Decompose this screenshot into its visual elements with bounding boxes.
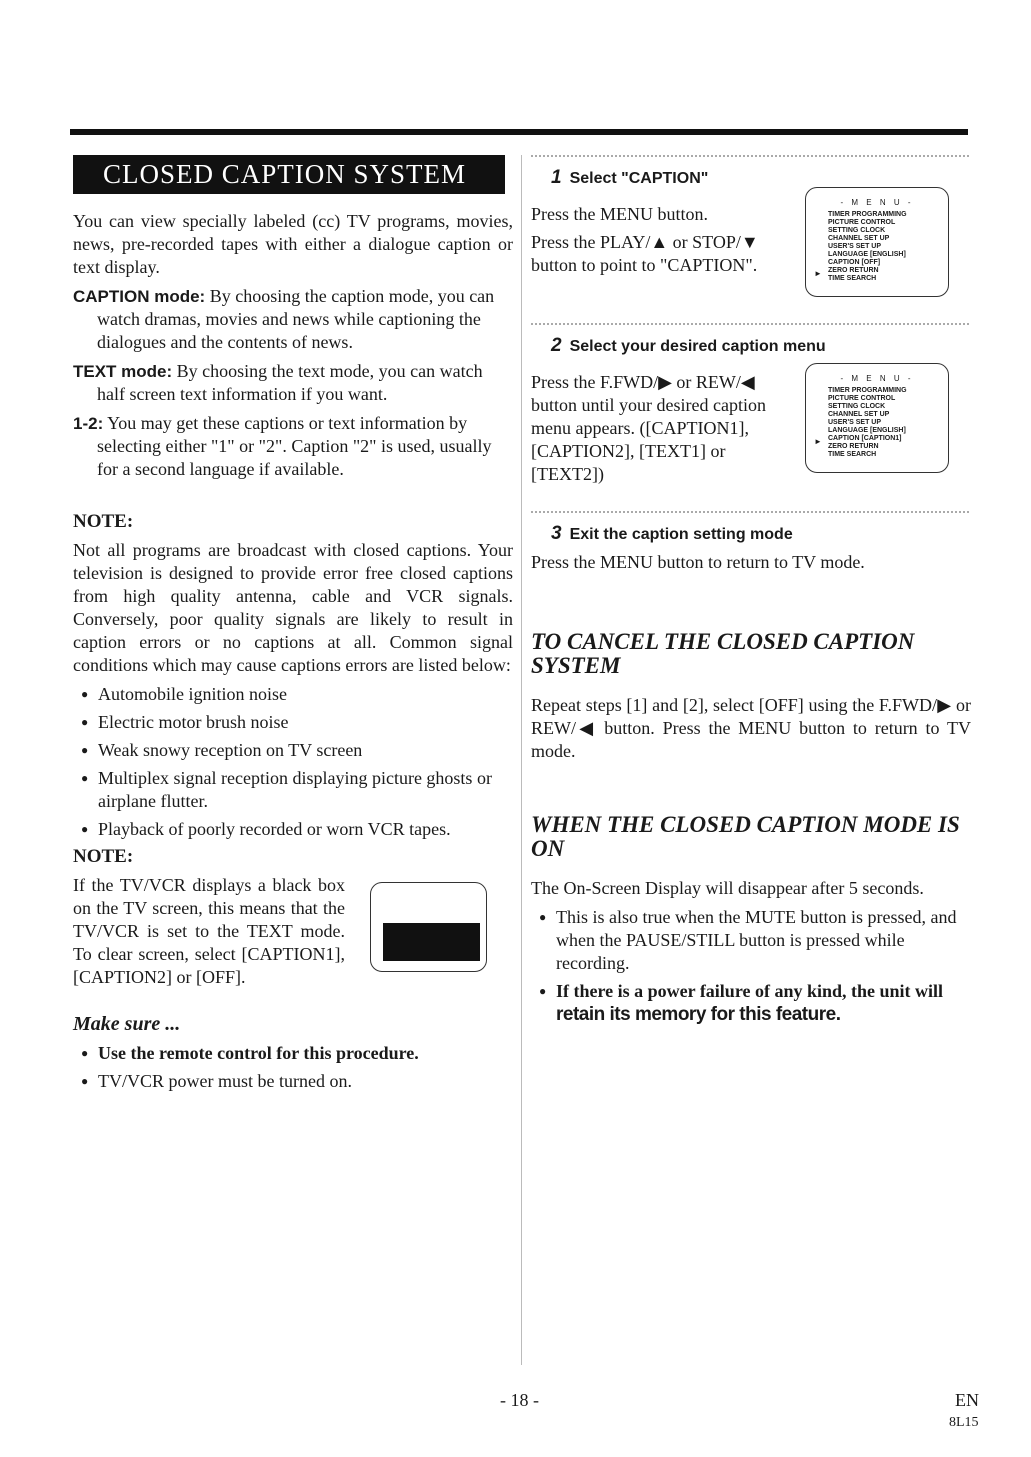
text-mode-text: By choosing the text mode, you can watch half screen text information if you want. [97, 361, 483, 404]
note-text: Not all programs are broadcast with closed captions. Your television is designed to provide error free closed captions from high quality antenna, cable and VCR signals. Conversely, poor quality signals are likely to result in caption errors or no captions at all. Common signal conditions which may cause captions errors are listed below: [73, 540, 513, 675]
step-2-text [531, 371, 799, 486]
note2-heading: NOTE: [73, 846, 134, 867]
dotted-divider [531, 323, 969, 325]
when-on-list [531, 906, 971, 1026]
make-sure-list [73, 1042, 513, 1093]
step-title: Select your desired caption menu [569, 338, 826, 355]
power-failure-line: If there is a power failure of any kind, the unit will [556, 981, 944, 1001]
menu-item: LANGUAGE [ENGLISH] [828, 251, 906, 258]
channel-label: 1-2: [73, 414, 104, 433]
step-title: Select "CAPTION" [569, 170, 709, 187]
page-title: CLOSED CAPTION SYSTEM [73, 155, 505, 194]
step-number: 2 [551, 335, 562, 356]
step-line: Press the MENU button. [531, 204, 708, 224]
menu-item: TIME SEARCH [828, 451, 877, 458]
model-code: 8L15 [949, 1415, 979, 1430]
step-number: 3 [551, 523, 562, 544]
menu-list [828, 211, 948, 283]
pointer-icon: ► [814, 269, 822, 278]
channel-para [73, 412, 513, 481]
text-mode-para [73, 360, 513, 406]
menu-item: SETTING CLOCK [828, 227, 886, 234]
page-number: - 18 - [500, 1390, 539, 1410]
top-rule [70, 129, 968, 135]
menu-list [828, 387, 948, 459]
list-item: ● Electric motor brush noise [73, 711, 513, 734]
menu-screen-2 [805, 363, 949, 473]
caption-mode-label: CAPTION mode: [73, 287, 206, 306]
right-column [531, 155, 971, 1031]
menu-title: - M E N U - [840, 198, 914, 207]
menu-item: USER'S SET UP [828, 243, 882, 250]
cancel-text: Repeat steps [1] and [2], select [OFF] using the F.FWD/▶ or REW/◀ button. Press the MENU button to return to TV mode. [531, 695, 971, 761]
dotted-divider [531, 511, 969, 513]
menu-screen-1 [805, 187, 949, 297]
text-mode-label: TEXT mode: [73, 362, 173, 381]
menu-title: - M E N U - [840, 374, 914, 383]
cancel-heading: TO CANCEL THE CLOSED CAPTION SYSTEM [531, 629, 915, 678]
make-sure-heading: Make sure ... [73, 1013, 181, 1035]
menu-item: LANGUAGE [ENGLISH] [828, 427, 906, 434]
menu-item: CHANNEL SET UP [828, 411, 890, 418]
list-item: ● This is also true when the MUTE button is pressed, and when the PAUSE/STILL button is pressed while recording. [531, 906, 971, 975]
channel-text: You may get these captions or text information by selecting either "1" or "2". Caption "2" is used, usually for a second language if available. [97, 413, 492, 479]
note2-text: If the TV/VCR displays a black box on the TV screen, this means that the TV/VCR is set to the TEXT mode. To clear screen, select [CAPTION1], [CAPTION2] or [OFF]. [73, 875, 345, 987]
menu-item: TIMER PROGRAMMING [828, 211, 907, 218]
signal-conditions-list [73, 683, 513, 841]
black-box [383, 923, 480, 961]
step-1-body [531, 198, 971, 323]
step-line: Press the PLAY/▲ or STOP/▼ button to point to "CAPTION". [531, 232, 759, 275]
step-2-heading [551, 335, 971, 357]
step-2-body [531, 371, 971, 511]
step-line: Press the F.FWD/▶ or REW/◀ button until your desired caption menu appears. ([CAPTION1], [CAPTION2], [TEXT1] or [TEXT2]) [531, 372, 766, 484]
menu-item: SETTING CLOCK [828, 403, 886, 410]
note2-block [73, 874, 513, 989]
caption-mode-text: By choosing the caption mode, you can watch dramas, movies and news while captioning the dialogues and the contents of news. [97, 286, 495, 352]
list-item: ● Weak snowy reception on TV screen [73, 739, 513, 762]
list-item: ● Multiplex signal reception displaying picture ghosts or airplane flutter. [73, 767, 513, 813]
retain-memory-line: retain its memory for this feature. [556, 1004, 841, 1025]
pointer-icon: ► [814, 437, 822, 446]
step-1-heading [551, 167, 971, 189]
list-item: ● Use the remote control for this procedure. [73, 1042, 513, 1065]
step-3-heading [551, 523, 971, 545]
menu-item: TIME SEARCH [828, 275, 877, 282]
when-on-text: The On-Screen Display will disappear after 5 seconds. [531, 878, 924, 898]
left-column [73, 155, 513, 1098]
menu-item: ZERO RETURN [828, 267, 879, 274]
language-code: EN [955, 1390, 979, 1410]
menu-item: CAPTION [CAPTION1] [828, 435, 902, 442]
list-item: ● TV/VCR power must be turned on. [73, 1070, 513, 1093]
list-item: ● Playback of poorly recorded or worn VCR tapes. [73, 818, 513, 841]
intro-text: You can view specially labeled (cc) TV programs, movies, news, pre-recorded tapes with either a dialogue caption or text display. [73, 211, 513, 277]
menu-item: PICTURE CONTROL [828, 395, 896, 402]
list-item: ● Automobile ignition noise [73, 683, 513, 706]
step-title: Exit the caption setting mode [569, 526, 793, 543]
caption-mode-para [73, 285, 513, 354]
step-3-text: Press the MENU button to return to TV mode. [531, 552, 865, 572]
dotted-divider [531, 155, 969, 157]
tv-screen-illustration [370, 882, 487, 972]
note-heading: NOTE: [73, 511, 134, 532]
list-item [531, 980, 971, 1026]
menu-item: CHANNEL SET UP [828, 235, 890, 242]
column-divider [521, 155, 522, 1365]
menu-item: ZERO RETURN [828, 443, 879, 450]
step-number: 1 [551, 167, 562, 188]
step-1-text [531, 203, 799, 277]
menu-item: CAPTION [OFF] [828, 259, 881, 266]
menu-item: USER'S SET UP [828, 419, 882, 426]
menu-item: TIMER PROGRAMMING [828, 387, 907, 394]
when-on-heading: WHEN THE CLOSED CAPTION MODE IS ON [531, 812, 960, 861]
menu-item: PICTURE CONTROL [828, 219, 896, 226]
